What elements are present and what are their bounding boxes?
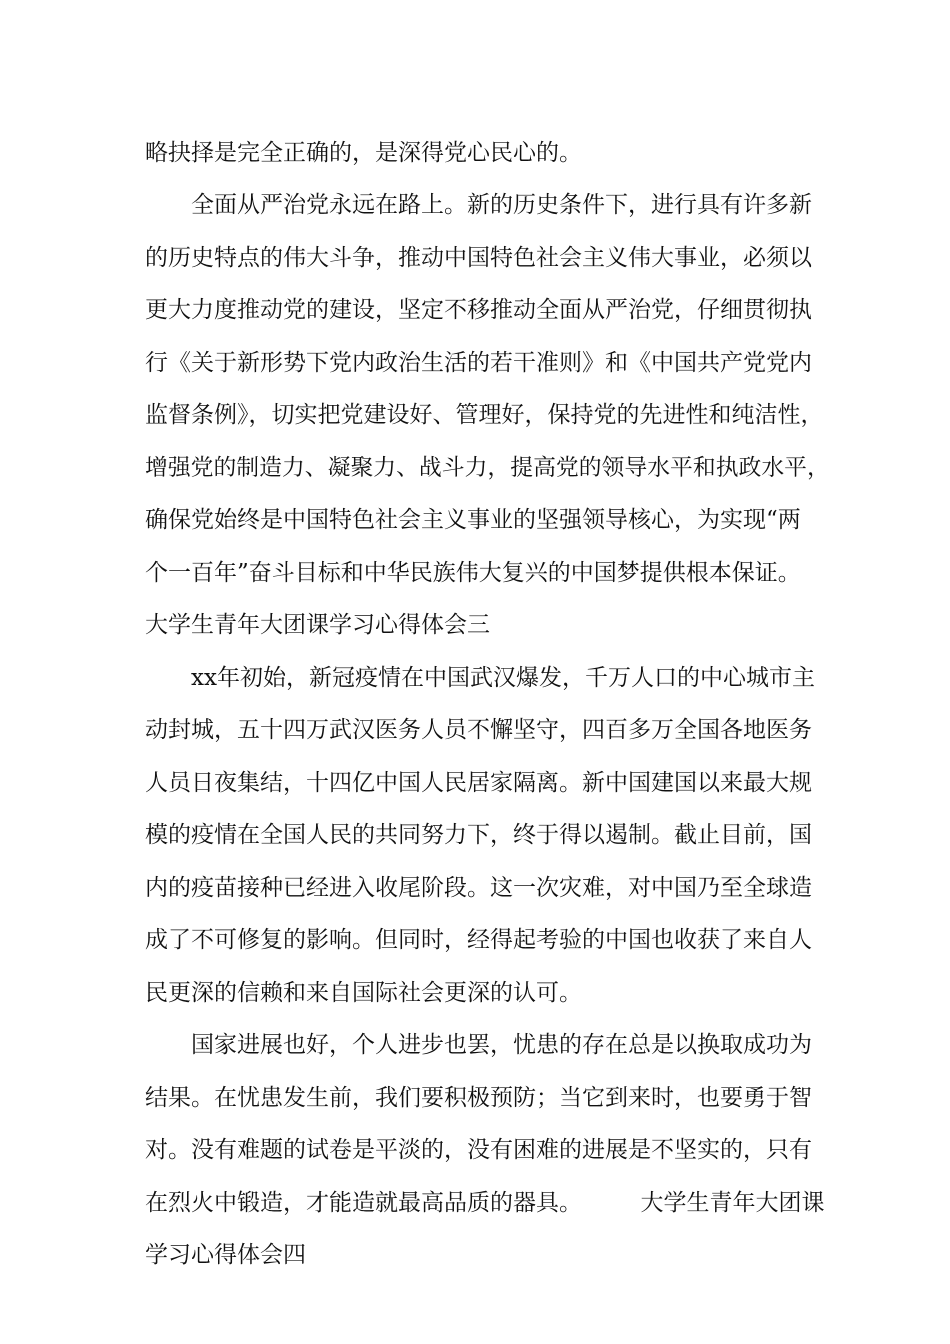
text-line: 内的疫苗接种已经进入收尾阶段。这一次灾难，对中国乃至全球造 <box>145 875 812 901</box>
text-line: 更大力度推动党的建设，坚定不移推动全面从严治党，仔细贯彻执 <box>145 297 812 323</box>
text-line: 对。没有难题的试卷是平淡的，没有困难的进展是不坚实的，只有 <box>145 1137 812 1163</box>
text-line: 在烈火中锻造，才能造就最高品质的器具。 大学生青年大团课 <box>145 1190 825 1216</box>
text-line: 民更深的信赖和来自国际社会更深的认可。 <box>145 980 582 1006</box>
text-line: xx年初始，新冠疫情在中国武汉爆发，千万人口的中心城市主 <box>191 665 815 691</box>
text-line: 增强党的制造力、凝聚力、战斗力，提高党的领导水平和执政水平， <box>145 455 830 481</box>
text-line: 全面从严治党永远在路上。新的历史条件下，进行具有许多新 <box>191 192 812 218</box>
text-line: 人员日夜集结，十四亿中国人民居家隔离。新中国建国以来最大规 <box>145 770 812 796</box>
text-line: 的历史特点的伟大斗争，推动中国特色社会主义伟大事业，必须以 <box>145 245 812 271</box>
section-heading: 大学生青年大团课学习心得体会三 <box>145 612 490 638</box>
text-line: 成了不可修复的影响。但同时，经得起考验的中国也收获了来自人 <box>145 927 812 953</box>
text-line: 略抉择是完全正确的，是深得党心民心的。 <box>145 140 582 166</box>
section-heading: 学习心得体会四 <box>145 1242 306 1268</box>
text-line: 个一百年”奋斗目标和中华民族伟大复兴的中国梦提供根本保证。 <box>145 560 801 586</box>
text-line: 动封城，五十四万武汉医务人员不懈坚守，四百多万全国各地医务 <box>145 717 812 743</box>
text-line: 确保党始终是中国特色社会主义事业的坚强领导核心，为实现“两 <box>145 507 801 533</box>
text-line: 结果。在忧患发生前，我们要积极预防；当它到来时，也要勇于智 <box>145 1085 812 1111</box>
text-line: 国家进展也好，个人进步也罢，忧患的存在总是以换取成功为 <box>191 1032 812 1058</box>
text-line: 监督条例》，切实把党建设好、管理好，保持党的先进性和纯洁性， <box>145 402 824 428</box>
text-line: 模的疫情在全国人民的共同努力下，终于得以遏制。截止目前，国 <box>145 822 812 848</box>
text-line: 行《关于新形势下党内政治生活的若干准则》和《中国共产党党内 <box>145 350 812 376</box>
